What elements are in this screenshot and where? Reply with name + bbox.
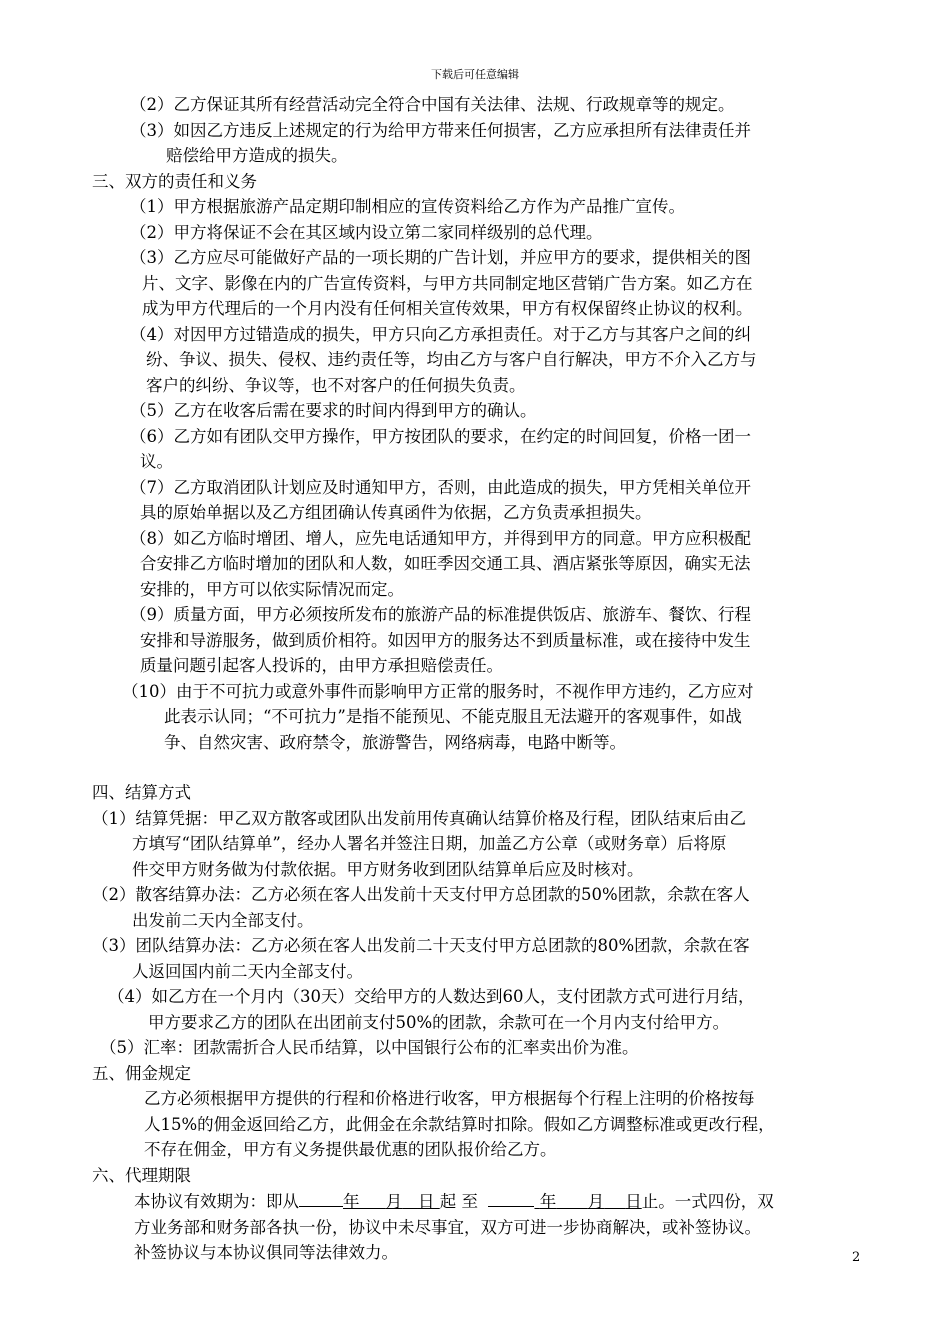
end-year-blank[interactable] <box>488 1188 534 1207</box>
clause-3-3: （3）乙方应尽可能做好产品的一项长期的广告计划，并应甲方的要求，提供相关的图 <box>130 248 751 267</box>
term-prefix: 本协议有效期为：即从 <box>134 1192 299 1211</box>
clause-3-4-cont: 纷、争议、损失、侵权、违约责任等，均由乙方与客户自行解决，甲方不介入乙方与 <box>146 350 757 369</box>
section-3-heading: 三、双方的责任和义务 <box>92 171 257 191</box>
term-line-3: 补签协议与本协议俱同等法律效力。 <box>134 1243 398 1262</box>
term-from-to: 起 至 <box>439 1192 478 1211</box>
clause-3-5: （5）乙方在收客后需在要求的时间内得到甲方的确认。 <box>130 401 537 420</box>
clause-3-8-cont2: 安排的，甲方可以依实际情况而定。 <box>140 579 404 599</box>
section-6-heading: 六、代理期限 <box>92 1165 191 1185</box>
clause-3-9: （9）质量方面，甲方必须按所发布的旅游产品的标准提供饭店、旅游车、餐饮、行程 <box>130 605 751 624</box>
clause-4-3-cont: 人返回国内前二天内全部支付。 <box>132 961 363 981</box>
clause-3-7-cont: 具的原始单据以及乙方组团确认传真函件为依据，乙方负责承担损失。 <box>140 503 652 522</box>
clause-4-1-cont: 方填写“团队结算单”，经办人署名并签注日期，加盖乙方公章（或财务章）后将原 <box>132 834 727 853</box>
end-date-labels: 年 月 日 <box>539 1192 642 1211</box>
clause-4-2-cont: 出发前二天内全部支付。 <box>132 910 314 930</box>
clause-3-9-cont2: 质量问题引起客人投诉的，由甲方承担赔偿责任。 <box>140 656 503 675</box>
section-5-heading: 五、佣金规定 <box>92 1063 191 1083</box>
clause-3-8-cont: 合安排乙方临时增加的团队和人数，如旺季因交通工具、酒店紧张等原因，确实无法 <box>140 554 751 573</box>
clause-4-1-cont2: 件交甲方财务做为付款依据。甲方财务收到团队结算单后应及时核对。 <box>132 859 644 879</box>
clause-3-10-cont: 此表示认同；“不可抗力”是指不能预见、不能克服且无法避开的客观事件，如战 <box>164 707 742 726</box>
term-line-2: 方业务部和财务部各执一份，协议中未尽事宜，双方可进一步协商解决，或补签协议。 <box>134 1217 761 1237</box>
commission-line-3: 不存在佣金，甲方有义务提供最优惠的团队报价给乙方。 <box>144 1140 557 1159</box>
clause-4-1: （1）结算凭据：甲乙双方散客或团队出发前用传真确认结算价格及行程，团队结束后由乙 <box>92 808 746 828</box>
clause-3-6-cont: 议。 <box>140 452 173 471</box>
document-body <box>92 92 872 1266</box>
clause-3-2: （2）甲方将保证不会在其区域内设立第二家同样级别的总代理。 <box>130 222 603 242</box>
commission-line-2: 人15%的佣金返回给乙方，此佣金在余款结算时扣除。假如乙方调整标准或更改行程， <box>144 1114 775 1134</box>
clause-3-9-cont: 安排和导游服务，做到质价相符。如因甲方的服务达不到质量标准，或在接待中发生 <box>140 630 751 650</box>
clause-2-2: （2）乙方保证其所有经营活动完全符合中国有关法律、法规、行政规章等的规定。 <box>130 95 735 114</box>
term-line-1 <box>92 1188 872 1215</box>
clause-3-6: （6）乙方如有团队交甲方操作，甲方按团队的要求，在约定的时间回复，价格一团一 <box>130 426 751 446</box>
clause-4-4: （4）如乙方在一个月内（30天）交给甲方的人数达到60人，支付团款方式可进行月结， <box>108 987 755 1006</box>
clause-4-3: （3）团队结算办法：乙方必须在客人出发前二十天支付甲方总团款的80%团款，余款在客 <box>92 936 750 955</box>
start-date-labels: 年 月 日 <box>343 1192 435 1211</box>
clause-4-4-cont: 甲方要求乙方的团队在出团前支付50%的团款，余款可在一个月内支付给甲方。 <box>148 1012 730 1032</box>
start-year-blank[interactable] <box>299 1188 343 1207</box>
clause-4-5: （5）汇率：团款需折合人民币结算，以中国银行公布的汇率卖出价为准。 <box>100 1038 639 1057</box>
page-number: 2 <box>852 1250 861 1265</box>
clause-3-8: （8）如乙方临时增团、增人，应先电话通知甲方，并得到甲方的同意。甲方应积极配 <box>130 528 751 548</box>
clause-4-2: （2）散客结算办法：乙方必须在客人出发前十天支付甲方总团款的50%团款，余款在客人 <box>92 885 750 904</box>
section-4-heading: 四、结算方式 <box>92 783 191 802</box>
clause-3-3-cont: 片、文字、影像在内的广告宣传资料，与甲方共同制定地区营销广告方案。如乙方在 <box>142 273 753 293</box>
clause-2-3: （3）如因乙方违反上述规定的行为给甲方带来任何损害，乙方应承担所有法律责任并 <box>130 120 751 140</box>
page-header: 下载后可任意编辑 <box>431 68 519 81</box>
clause-2-3-cont: 赔偿给甲方造成的损失。 <box>166 146 348 165</box>
clause-3-3-cont2: 成为甲方代理后的一个月内没有任何相关宣传效果，甲方有权保留终止协议的权利。 <box>142 299 753 318</box>
commission-line-1: 乙方必须根据甲方提供的行程和价格进行收客，甲方根据每个行程上注明的价格按每 <box>144 1089 755 1108</box>
clause-3-1: （1）甲方根据旅游产品定期印制相应的宣传资料给乙方作为产品推广宣传。 <box>130 197 685 216</box>
clause-3-4: （4）对因甲方过错造成的损失，甲方只向乙方承担责任。对于乙方与其客户之间的纠 <box>130 324 751 344</box>
clause-3-7: （7）乙方取消团队计划应及时通知甲方，否则，由此造成的损失，甲方凭相关单位开 <box>130 477 751 497</box>
clause-3-4-cont2: 客户的纠纷、争议等，也不对客户的任何损失负责。 <box>146 375 526 395</box>
clause-3-10: （10）由于不可抗力或意外事件而影响甲方正常的服务时，不视作甲方违约，乙方应对 <box>122 681 754 701</box>
clause-3-10-cont2: 争、自然灾害、政府禁令，旅游警告，网络病毒，电路中断等。 <box>164 732 626 752</box>
term-suffix: 止。一式四份，双 <box>641 1192 774 1211</box>
